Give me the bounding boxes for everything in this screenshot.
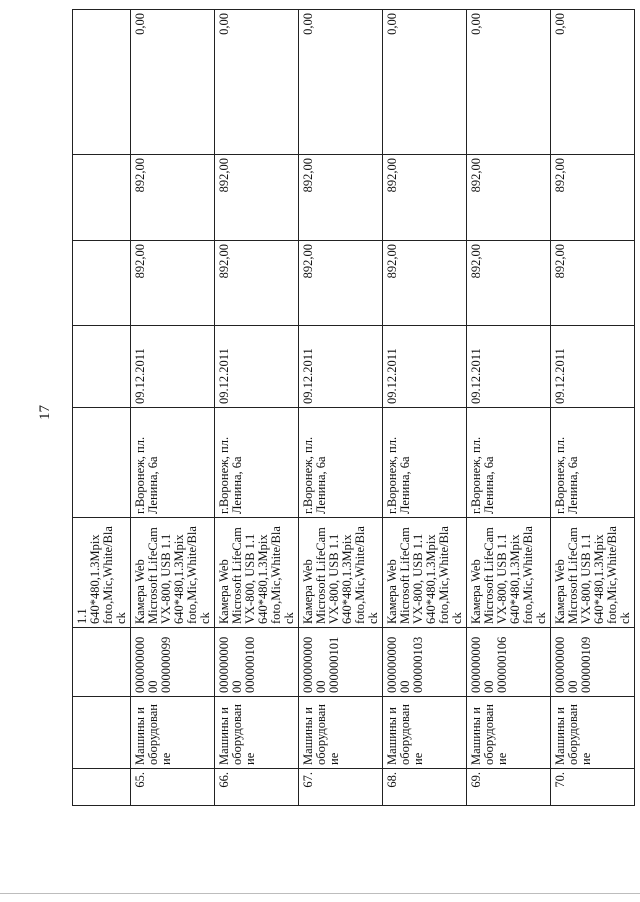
inventory-code-cell: 00000000000 000000100 (215, 628, 299, 697)
date-cell: 09.12.2011 (467, 326, 551, 408)
row-number-cell: 65. (131, 769, 215, 806)
balance-cost-cell: 892,00 (215, 155, 299, 241)
address-cell: г.Воронеж, пл. Ленина, 6а (131, 408, 215, 518)
asset-table (72, 9, 635, 806)
asset-name-cell: Камера Web Microsoft LifeCam VX-800, USB 1.1 640*480,1.3Mpix foto,Mic,White/Black (383, 518, 467, 628)
table-row (467, 10, 551, 806)
row-number-cell: 66. (215, 769, 299, 806)
carryover-address-cell (73, 408, 131, 518)
category-cell: Машины и оборудование (383, 697, 467, 769)
category-cell: Машины и оборудование (551, 697, 635, 769)
page-number: 17 (37, 405, 53, 420)
table-row (383, 10, 467, 806)
inventory-code-cell: 00000000000 000000099 (131, 628, 215, 697)
initial-cost-cell: 892,00 (215, 241, 299, 326)
initial-cost-cell: 892,00 (299, 241, 383, 326)
table-row (215, 10, 299, 806)
inventory-code-cell: 00000000000 000000106 (467, 628, 551, 697)
row-number-cell: 67. (299, 769, 383, 806)
asset-table-body (73, 10, 635, 806)
balance-cost-cell: 892,00 (383, 155, 467, 241)
initial-cost-cell: 892,00 (131, 241, 215, 326)
carryover-category-cell (73, 697, 131, 769)
date-cell: 09.12.2011 (131, 326, 215, 408)
balance-cost-cell: 892,00 (467, 155, 551, 241)
carryover-row (73, 10, 131, 806)
address-cell: г.Воронеж, пл. Ленина, 6а (551, 408, 635, 518)
date-cell: 09.12.2011 (383, 326, 467, 408)
asset-name-cell: Камера Web Microsoft LifeCam VX-800, USB 1.1 640*480,1.3Mpix foto,Mic,White/Black (467, 518, 551, 628)
row-number-cell: 68. (383, 769, 467, 806)
initial-cost-cell: 892,00 (467, 241, 551, 326)
category-cell: Машины и оборудование (467, 697, 551, 769)
residual-cost-cell: 0,00 (131, 10, 215, 155)
carryover-date-cell (73, 326, 131, 408)
page-bottom-rule (0, 893, 640, 894)
category-cell: Машины и оборудование (299, 697, 383, 769)
residual-cost-cell: 0,00 (551, 10, 635, 155)
initial-cost-cell: 892,00 (383, 241, 467, 326)
residual-cost-cell: 0,00 (215, 10, 299, 155)
residual-cost-cell: 0,00 (467, 10, 551, 155)
date-cell: 09.12.2011 (215, 326, 299, 408)
inventory-code-cell: 00000000000 000000109 (551, 628, 635, 697)
residual-cost-cell: 0,00 (383, 10, 467, 155)
table-row (131, 10, 215, 806)
balance-cost-cell: 892,00 (299, 155, 383, 241)
inventory-code-cell: 00000000000 000000103 (383, 628, 467, 697)
carryover-code-cell (73, 628, 131, 697)
category-cell: Машины и оборудование (215, 697, 299, 769)
row-number-cell: 69. (467, 769, 551, 806)
residual-cost-cell: 0,00 (299, 10, 383, 155)
asset-name-cell: Камера Web Microsoft LifeCam VX-800, USB 1.1 640*480,1.3Mpix foto,Mic,White/Black (299, 518, 383, 628)
table-row (299, 10, 383, 806)
category-cell: Машины и оборудование (131, 697, 215, 769)
asset-table-container (72, 10, 632, 806)
inventory-code-cell: 00000000000 000000101 (299, 628, 383, 697)
initial-cost-cell: 892,00 (551, 241, 635, 326)
address-cell: г.Воронеж, пл. Ленина, 6а (467, 408, 551, 518)
carryover-num-cell (73, 769, 131, 806)
asset-name-cell: Камера Web Microsoft LifeCam VX-800, USB 1.1 640*480,1.3Mpix foto,Mic,White/Black (215, 518, 299, 628)
date-cell: 09.12.2011 (299, 326, 383, 408)
carryover-initial-cost-cell (73, 241, 131, 326)
row-number-cell: 70. (551, 769, 635, 806)
asset-name-cell: Камера Web Microsoft LifeCam VX-800, USB 1.1 640*480,1.3Mpix foto,Mic,White/Black (131, 518, 215, 628)
asset-name-cell: Камера Web Microsoft LifeCam VX-800, USB 1.1 640*480,1.3Mpix foto,Mic,White/Black (551, 518, 635, 628)
carryover-balance-cost-cell (73, 155, 131, 241)
address-cell: г.Воронеж, пл. Ленина, 6а (299, 408, 383, 518)
address-cell: г.Воронеж, пл. Ленина, 6а (215, 408, 299, 518)
balance-cost-cell: 892,00 (551, 155, 635, 241)
carryover-name-cell: 1.1 640*480,1.3Mpix foto,Mic,White/Black (73, 518, 131, 628)
date-cell: 09.12.2011 (551, 326, 635, 408)
carryover-residual-cost-cell (73, 10, 131, 155)
table-row (551, 10, 635, 806)
address-cell: г.Воронеж, пл. Ленина, 6а (383, 408, 467, 518)
balance-cost-cell: 892,00 (131, 155, 215, 241)
